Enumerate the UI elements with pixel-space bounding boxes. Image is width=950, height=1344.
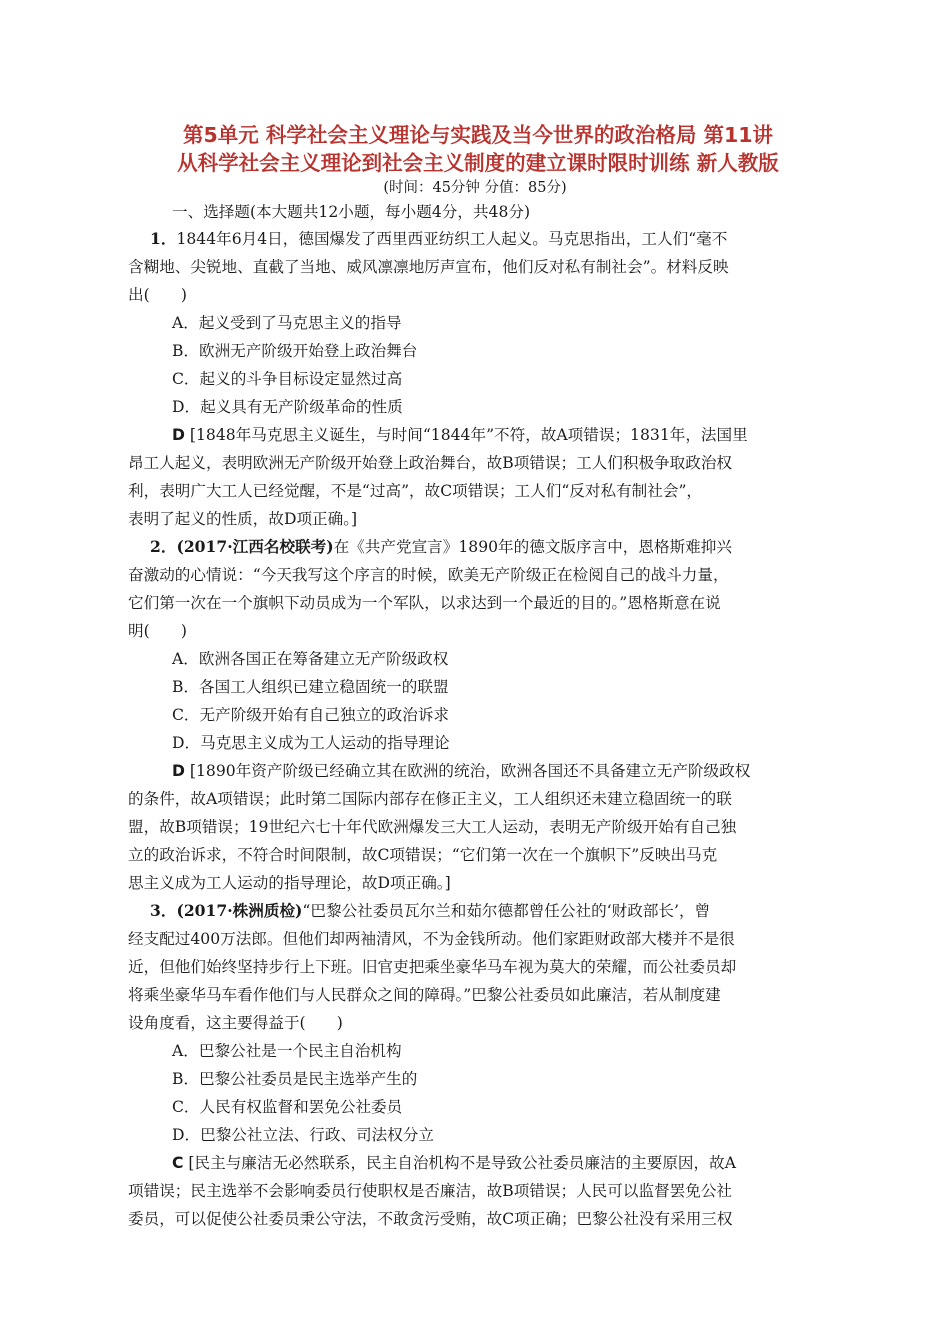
question-1-explanation-line-3: 利，表明广大工人已经觉醒，不是“过高”，故C项错误；工人们“反对私有制社会”， (128, 482, 703, 500)
question-1-option-d: D．起义具有无产阶级革命的性质 (172, 398, 403, 416)
question-3-explanation-line-1: C [民主与廉洁无必然联系，民主自治机构不是导致公社委员廉洁的主要原因，故A (172, 1154, 736, 1172)
question-3-option-a: A．巴黎公社是一个民主自治机构 (172, 1042, 402, 1060)
question-3-option-c: C．人民有权监督和罢免公社委员 (172, 1098, 403, 1116)
question-2-option-d: D．马克思主义成为工人运动的指导理论 (172, 734, 450, 752)
title-line-2: 从科学社会主义理论到社会主义制度的建立课时限时训练 新人教版 (177, 151, 779, 175)
question-2-answer: D (172, 762, 185, 780)
question-2-option-b: B．各国工人组织已建立稳固统一的联盟 (172, 678, 449, 696)
question-3-line-1: 3．(2017·株洲质检)“巴黎公社委员瓦尔兰和茹尔德都曾任公社的‘财政部长’，曾 (150, 901, 711, 920)
title-line-1: 第5单元 科学社会主义理论与实践及当今世界的政治格局 第11讲 (182, 123, 774, 147)
question-2-source: (2017·江西名校联考) (176, 537, 334, 556)
question-3-option-d: D．巴黎公社立法、行政、司法权分立 (172, 1126, 435, 1144)
question-1-option-c: C．起义的斗争目标设定显然过高 (172, 370, 403, 388)
question-2-option-c: C．无产阶级开始有自己独立的政治诉求 (172, 706, 450, 724)
question-1-explanation-line-4: 表明了起义的性质，故D项正确。] (128, 510, 358, 528)
question-2-explanation-line-5: 思主义成为工人运动的指导理论，故D项正确。] (128, 874, 451, 892)
question-2-line-1: 2．(2017·江西名校联考)在《共产党宣言》1890年的德文版序言中，恩格斯难抑兴 (150, 537, 732, 556)
question-2-number: 2． (150, 537, 177, 556)
question-3-line-3: 近，但他们始终坚持步行上下班。旧官吏把乘坐豪华马车视为莫大的荣耀，而公社委员却 (128, 958, 737, 976)
question-3-explanation-line-2: 项错误；民主选举不会影响委员行使职权是否廉洁，故B项错误；人民可以监督罢免公社 (128, 1182, 733, 1200)
question-3-number: 3． (150, 901, 177, 920)
section-heading: 一、选择题(本大题共12小题，每小题4分，共48分) (172, 203, 531, 221)
question-3-option-b: B．巴黎公社委员是民主选举产生的 (172, 1070, 418, 1088)
question-1-line-1: 1．1844年6月4日，德国爆发了西里西亚纺织工人起义。马克思指出，工人们“毫不 (150, 229, 728, 248)
question-3-explanation-line-3: 委员，可以促使公社委员秉公守法，不敢贪污受贿，故C项正确；巴黎公社没有采用三权 (128, 1210, 733, 1228)
question-2-explanation-line-3: 盟，故B项错误；19世纪六七十年代欧洲爆发三大工人运动，表明无产阶级开始有自己独 (128, 818, 737, 836)
question-2-explanation-line-1: D [1890年资产阶级已经确立其在欧洲的统治，欧洲各国还不具备建立无产阶级政权 (172, 762, 751, 780)
question-1-option-b: B．欧洲无产阶级开始登上政治舞台 (172, 342, 418, 360)
question-1-line-2: 含糊地、尖锐地、直截了当地、威风凛凛地厉声宣布，他们反对私有制社会”。材料反映 (128, 258, 729, 276)
question-1-number: 1． (150, 229, 177, 248)
question-3-line-5: 设角度看，这主要得益于( ) (128, 1014, 343, 1032)
question-3-line-2: 经支配过400万法郎。但他们却两袖清风，不为金钱所动。他们家距财政部大楼并不是很 (128, 930, 735, 948)
question-3-line-4: 将乘坐豪华马车看作他们与人民群众之间的障碍。”巴黎公社委员如此廉洁，若从制度建 (128, 986, 721, 1004)
question-3-answer: C (172, 1154, 184, 1172)
question-1-option-a: A．起义受到了马克思主义的指导 (172, 314, 402, 332)
question-2-line-4: 明( ) (128, 622, 187, 640)
question-2-explanation-line-2: 的条件，故A项错误；此时第二国际内部存在修正主义，工人组织还未建立稳固统一的联 (128, 790, 732, 808)
question-2-option-a: A．欧洲各国正在筹备建立无产阶级政权 (172, 650, 449, 668)
question-1-explanation-line-1: D [1848年马克思主义诞生，与时间“1844年”不符，故A项错误；1831年，法国里 (172, 426, 748, 444)
time-score-info: (时间：45分钟 分值：85分) (383, 180, 567, 196)
question-3-source: (2017·株洲质检) (176, 901, 303, 920)
question-2-explanation-line-4: 立的政治诉求，不符合时间限制，故C项错误；“它们第一次在一个旗帜下”反映出马克 (128, 846, 718, 864)
question-2-line-2: 奋激动的心情说：“今天我写这个序言的时候，欧美无产阶级正在检阅自己的战斗力量， (128, 566, 729, 584)
question-2-line-3: 它们第一次在一个旗帜下动员成为一个军队，以求达到一个最近的目的。”恩格斯意在说 (128, 594, 721, 612)
question-1-answer: D (172, 426, 185, 444)
question-1-explanation-line-2: 昂工人起义，表明欧洲无产阶级开始登上政治舞台，故B项错误；工人们积极争取政治权 (128, 454, 733, 472)
question-1-line-3: 出( ) (128, 286, 187, 304)
